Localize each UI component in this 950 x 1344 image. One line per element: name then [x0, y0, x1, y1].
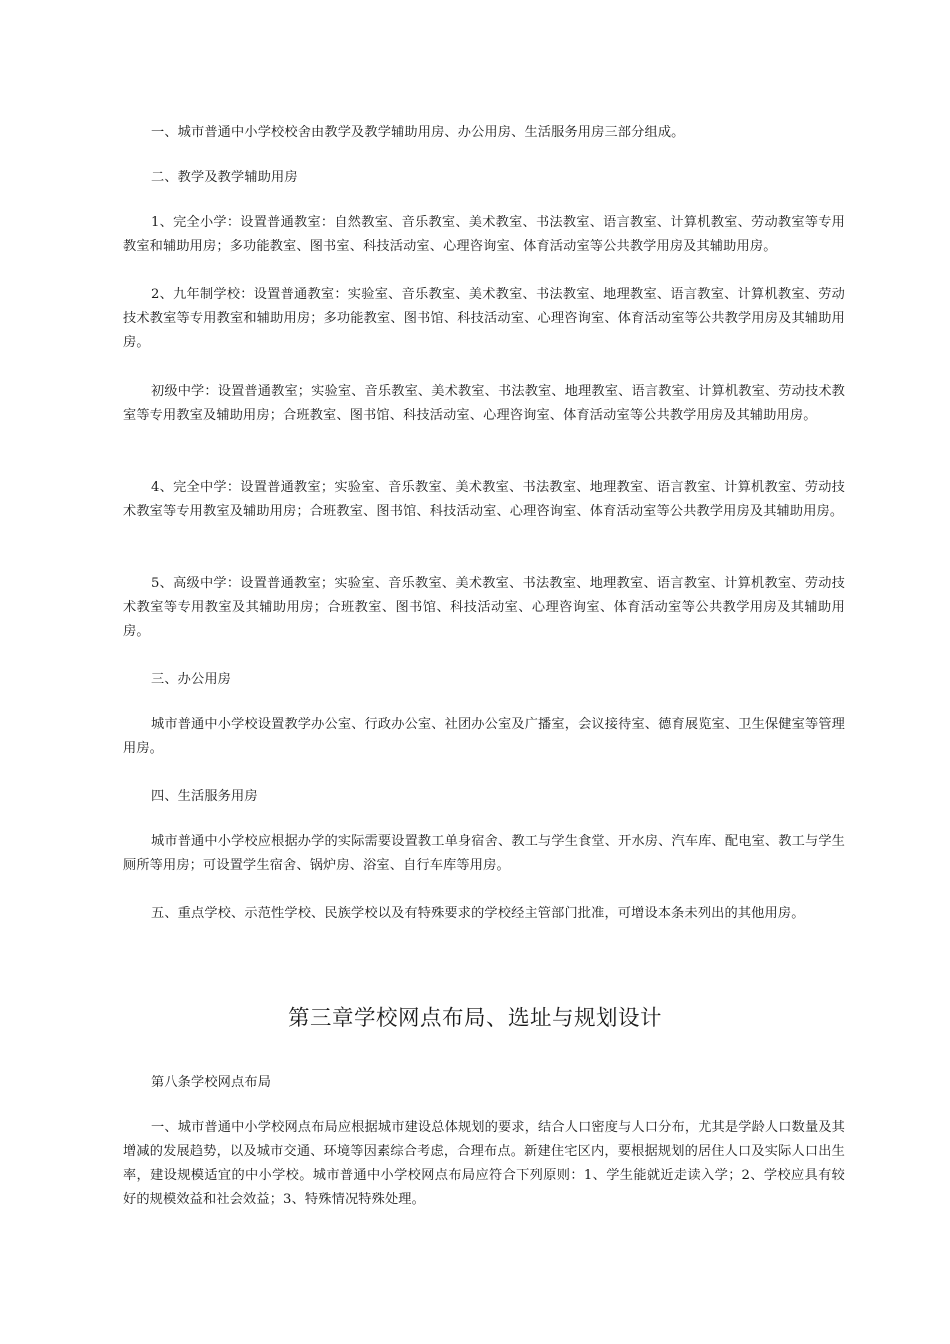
paragraph-office-rooms: 城市普通中小学校设置教学办公室、行政办公室、社团办公室及广播室，会议接待室、德育展览室、卫生保健室等管理用房。: [123, 717, 845, 756]
article-heading: 第八条学校网点布局: [151, 1075, 272, 1090]
heading-office-rooms: 三、办公用房: [151, 672, 232, 687]
heading-teaching-rooms: 二、教学及教学辅助用房: [151, 170, 298, 185]
paragraph-primary-school: 1、完全小学：设置普通教室：自然教室、音乐教室、美术教室、书法教室、语言教室、计算机教室、劳动教室等专用教室和辅助用房；多功能教室、图书室、科技活动室、心理咨询室、体育活动室等公共教学用房及其辅助用房。: [123, 215, 845, 254]
paragraph-junior-middle-school: 初级中学：设置普通教室；实验室、音乐教室、美术教室、书法教室、地理教室、语言教室、计算机教室、劳动技术教室等专用教室及辅助用房；合班教室、图书馆、科技活动室、心理咨询室、体育活动室等公共教学用房及其辅助用房。: [123, 384, 845, 423]
paragraph-composition: 一、城市普通中小学校校舍由教学及教学辅助用房、办公用房、生活服务用房三部分组成。: [151, 125, 685, 140]
paragraph-nine-year-school: 2、九年制学校：设置普通教室：实验室、音乐教室、美术教室、书法教室、地理教室、语言教室、计算机教室、劳动技术教室等专用教室和辅助用房；多功能教室、图书馆、科技活动室、心理咨询室、体育活动室等公共教学用房及其辅助用房。: [123, 287, 845, 350]
paragraph-senior-high-school: 5、高级中学：设置普通教室；实验室、音乐教室、美术教室、书法教室、地理教室、语言教室、计算机教室、劳动技术教室等专用教室及其辅助用房；合班教室、图书馆、科技活动室、心理咨询室、体育活动室等公共教学用房及其辅助用房。: [123, 576, 845, 639]
paragraph-network-layout: 一、城市普通中小学校网点布局应根据城市建设总体规划的要求，结合人口密度与人口分布，尤其是学龄人口数量及其增减的发展趋势，以及城市交通、环境等因素综合考虑，合理布点。新建住宅区内，要根据规划的居住人口及实际人口出生率，建设规模适宜的中小学校。城市普通中小学校网点布局应符合下列原则：1、学生能就近走读入学；2、学校应具有较好的规模效益和社会效益；3、特殊情况特殊处理。: [123, 1120, 845, 1207]
chapter-title: 第三章学校网点布局、选址与规划设计: [287, 1006, 662, 1031]
paragraph-complete-middle-school: 4、完全中学：设置普通教室；实验室、音乐教室、美术教室、书法教室、地理教室、语言教室、计算机教室、劳动技术教室等专用教室及辅助用房；合班教室、图书馆、科技活动室、心理咨询室、体育活动室等公共教学用房及其辅助用房。: [123, 480, 845, 519]
paragraph-special-schools: 五、重点学校、示范性学校、民族学校以及有特殊要求的学校经主管部门批准，可增设本条未列出的其他用房。: [151, 906, 805, 921]
heading-service-rooms: 四、生活服务用房: [151, 789, 258, 804]
paragraph-service-rooms: 城市普通中小学校应根据办学的实际需要设置教工单身宿舍、教工与学生食堂、开水房、汽车库、配电室、教工与学生厕所等用房；可设置学生宿舍、锅炉房、浴室、自行车库等用房。: [123, 834, 845, 873]
